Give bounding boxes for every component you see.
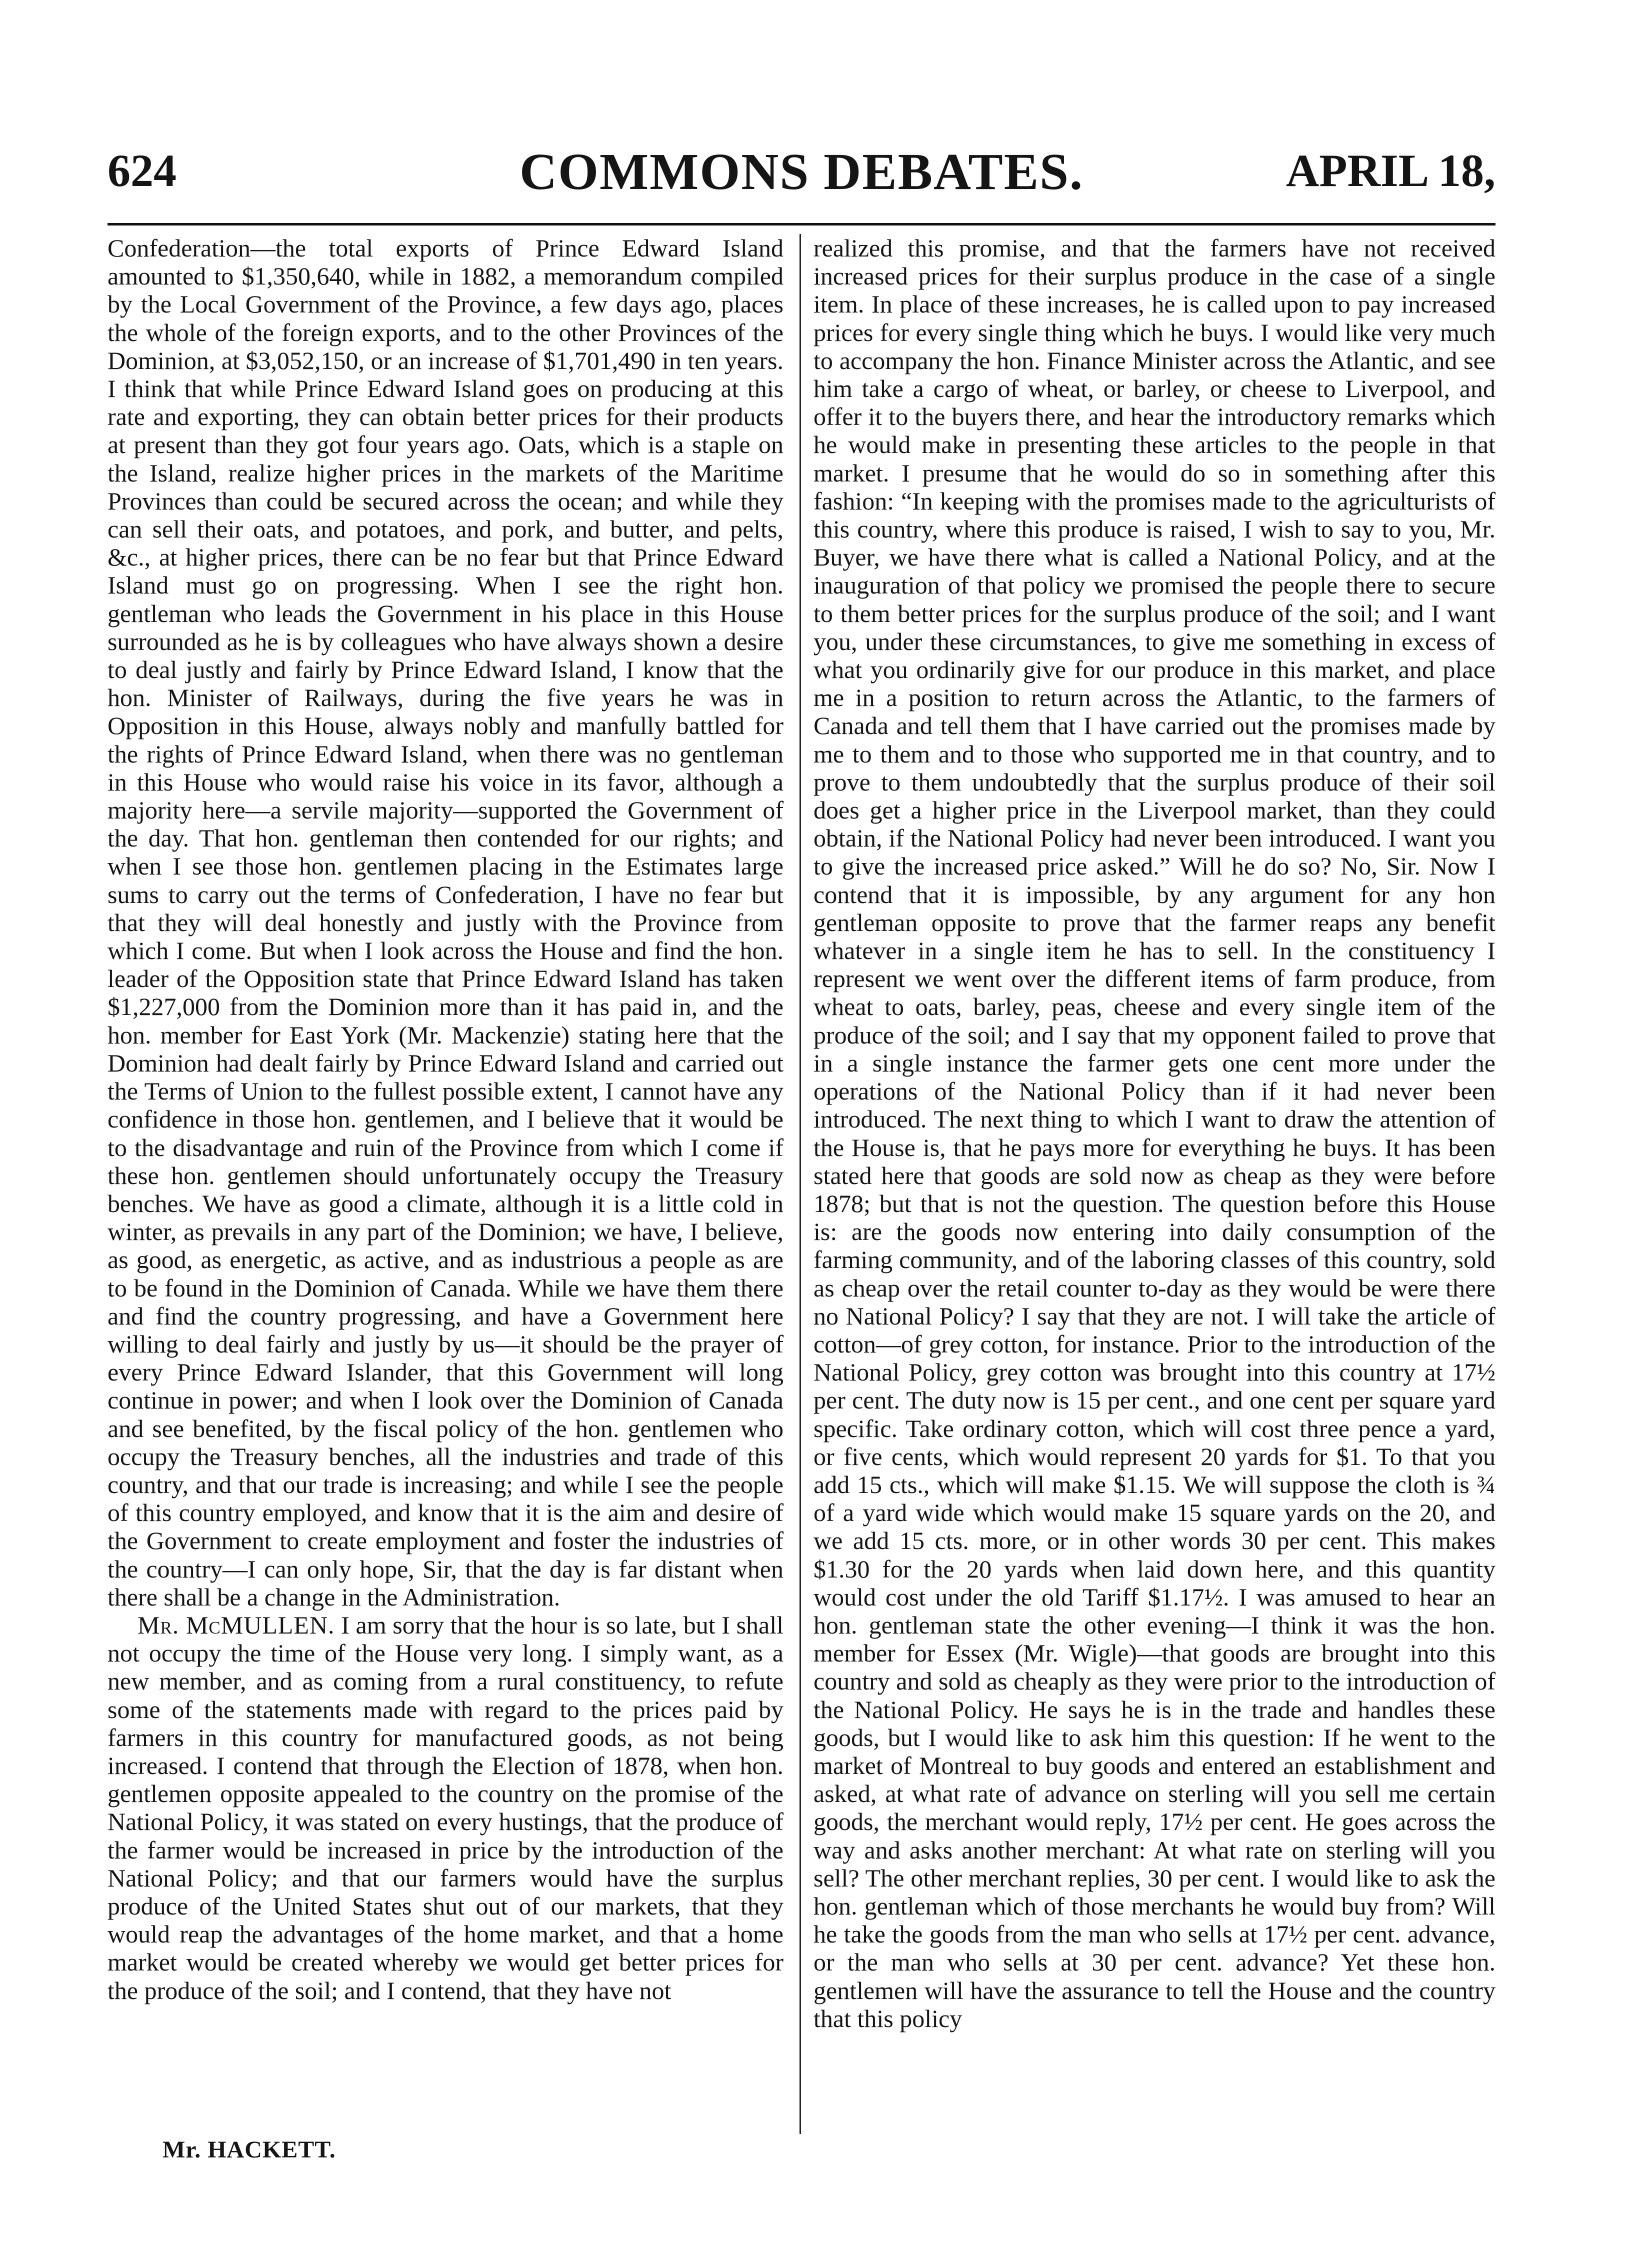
page-header xyxy=(108,135,1496,200)
running-title: COMMONS DEBATES. xyxy=(520,143,1084,200)
running-date: APRIL 18, xyxy=(1286,145,1496,196)
right-column xyxy=(814,234,1496,2032)
left-paragraph-2 xyxy=(108,1611,784,2004)
speaker-name: Mr. McMULLEN. xyxy=(138,1610,335,1639)
left-paragraph-2-text: I am sorry that the hour is so late, but I shall not occupy the time of the House very long. I simply want, as a new member, and as coming from a rural constituency, to refute some of the statements made with regard to the prices paid by farmers in this country for manufactured goods, as not being increased. I contend that through the Election of 1878, when hon. gentlemen opposite appealed to the country on the promise of the National Policy, it was stated on every hustings, that the produce of the farmer would be increased in price by the introduction of the National Policy; and that our farmers would have the surplus produce of the United States shut out of our markets, that they would reap the advantages of the home market, and that a home market would be created whereby we would get better prices for the produce of the soil; and I contend, that they have not xyxy=(108,1610,784,2004)
left-column xyxy=(108,234,784,2004)
header-rule xyxy=(108,223,1496,226)
right-paragraph-1: realized this promise, and that the farmers have not received increased prices for their surplus produce in the case of a single item. In place of these increases, he is called upon to pay increased prices for every single thing which he buys. I would like very much to accompany the hon. Finance Minister across the Atlantic, and see him take a cargo of wheat, or barley, or cheese to Liverpool, and offer it to the buyers there, and hear the introductory remarks which he would make in presenting these articles to the people in that market. I presume that he would do so in something after this fashion: “In keeping with the promises made to the agriculturists of this country, where this produce is raised, I wish to say to you, Mr. Buyer, we have there what is called a National Policy, and at the inauguration of that policy we promised the people there to secure to them better prices for the surplus produce of the soil; and I want you, under these circumstances, to give me something in excess of what you ordinarily give for our produce in this market, and place me in a position to return across the Atlantic, to the farmers of Canada and tell them that I have carried out the promises made by me to them and to those who supported me in that country, and to prove to them undoubtedly that the surplus produce of their soil does get a higher price in the Liverpool market, than they could obtain, if the National Policy had never been introduced. I want you to give the increased price asked.” Will he do so? No, Sir. Now I contend that it is impossible, by any argument for any hon gentleman opposite to prove that the farmer reaps any benefit whatever in a single item he has to sell. In the constituency I represent we went over the different items of farm produce, from wheat to oats, barley, peas, cheese and every single item of the produce of the soil; and I say that my opponent failed to prove that in a single instance the farmer gets one cent more under the operations of the National Policy than if it had never been introduced. The next thing to which I want to draw the attention of the House is, that he pays more for everything he buys. It has been stated here that goods are sold now as cheap as they were before 1878; but that is not the question. The question before this House is: are the goods now entering into daily consumption of the farming community, and of the laboring classes of this country, sold as cheap over the retail counter to-day as they would be were there no National Policy? I say that they are not. I will take the article of cotton—of grey cotton, for instance. Prior to the introduction of the National Policy, grey cotton was brought into this country at 17½ per cent. The duty now is 15 per cent., and one cent per square yard specific. Take ordinary cotton, which will cost three pence a yard, or five cents, which would represent 20 yards for $1. To that you add 15 cts., which will make $1.15. We will suppose the cloth is ¾ of a yard wide which would make 15 square yards on the 20, and we add 15 cts. more, or in other words 30 per cent. This makes $1.30 for the 20 yards when laid down here, and this quantity would cost under the old Tariff $1.17½. I was amused to hear an hon. gentleman state the other evening—I think it was the hon. member for Essex (Mr. Wigle)—that goods are brought into this country and sold as cheaply as they were prior to the introduction of the National Policy. He says he is in the trade and handles these goods, but I would like to ask him this question: If he went to the market of Montreal to buy goods and entered an establishment and asked, at what rate of advance on sterling will you sell me certain goods, the merchant would reply, 17½ per cent. He goes across the way and asks another merchant: At what rate on sterling will you sell? The other merchant replies, 30 per cent. I would like to ask the hon. gentleman which of those merchants he would buy from? Will he take the goods from the man who sells at 17½ per cent. advance, or the man who sells at 30 per cent. advance? Yet these hon. gentlemen will have the assurance to tell the House and the country that this policy xyxy=(814,234,1496,2032)
page-number: 624 xyxy=(108,145,176,196)
left-paragraph-1: Confederation—the total exports of Prince Edward Island amounted to $1,350,640, while in 1882, a memorandum compiled by the Local Government of the Province, a few days ago, places the whole of the foreign exports, and to the other Provinces of the Dominion, at $3,052,150, or an increase of $1,701,490 in ten years. I think that while Prince Edward Island goes on producing at this rate and exporting, they can obtain better prices for their products at present than they got four years ago. Oats, which is a staple on the Island, realize higher prices in the markets of the Maritime Provinces than could be secured across the ocean; and while they can sell their oats, and potatoes, and pork, and butter, and pelts, &c., at higher prices, there can be no fear but that Prince Edward Island must go on progressing. When I see the right hon. gentleman who leads the Government in his place in this House surrounded as he is by colleagues who have always shown a desire to deal justly and fairly by Prince Edward Island, I know that the hon. Minister of Railways, during the five years he was in Opposition in this House, always nobly and manfully battled for the rights of Prince Edward Island, when there was no gentleman in this House who would raise his voice in its favor, although a majority here—a servile majority—supported the Government of the day. That hon. gentleman then contended for our rights; and when I see those hon. gentlemen placing in the Estimates large sums to carry out the terms of Confederation, I have no fear but that they will deal honestly and justly with the Province from which I come. But when I look across the House and find the hon. leader of the Opposition state that Prince Edward Island has taken $1,227,000 from the Dominion more than it has paid in, and the hon. member for East York (Mr. Mackenzie) stating here that the Dominion had dealt fairly by Prince Edward Island and carried out the Terms of Union to the fullest possible extent, I cannot have any confidence in those hon. gentlemen, and I believe that it would be to the disadvantage and ruin of the Province from which I come if these hon. gentlemen should unfortunately occupy the Treasury benches. We have as good a climate, although it is a little cold in winter, as prevails in any part of the Dominion; we have, I believe, as good, as energetic, as active, and as industrious a people as are to be found in the Dominion of Canada. While we have them there and find the country progressing, and have a Government here willing to deal fairly and justly by us—it should be the prayer of every Prince Edward Islander, that this Government will long continue in power; and when I look over the Dominion of Canada and see benefited, by the fiscal policy of the hon. gentlemen who occupy the Treasury benches, all the industries and trade of this country, and that our trade is increasing; and while I see the people of this country employed, and know that it is the aim and desire of the Government to create employment and foster the industries of the country—I can only hope, Sir, that the day is far distant when there shall be a change in the Administration. xyxy=(108,234,784,1611)
footer-speaker-name: Mr. HACKETT. xyxy=(162,2136,336,2163)
column-divider xyxy=(800,234,801,2134)
